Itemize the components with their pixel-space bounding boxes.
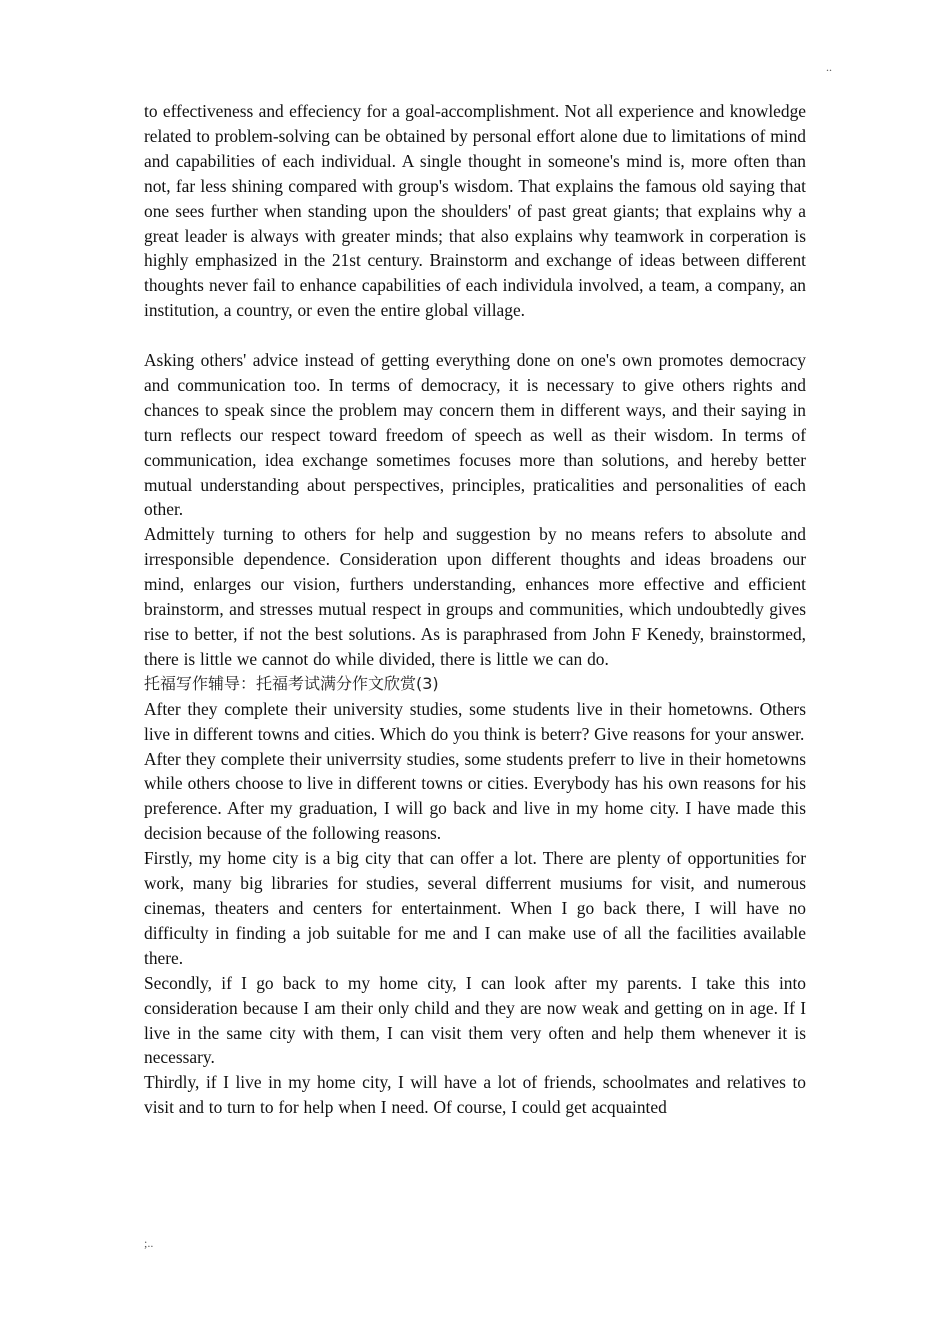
paragraph-gap [144,323,806,348]
paragraph-teamwork: to effectiveness and effeciency for a goal-accomplishment. Not all experience and knowledge related to problem-solving can be obtained by personal effort alone due to limitations of mind and capabilities of each individual. A single thought in someone's mind is, more often than not, far less shining compared with group's wisdom. That explains the famous old saying that one sees further when standing upon the shoulders' of past great giants; that explains why a great leader is always with greater minds; that also explains why teamwork in corperation is highly emphasized in the 21st century. Brainstorm and exchange of ideas between different thoughts never fail to enhance capabilities of each individula involved, a team, a company, an institution, a country, or even the entire global village. [144,101,806,321]
paragraph-firstly: Firstly, my home city is a big city that can offer a lot. There are plenty of opportunities for work, many big libraries for studies, several differrent musiums for visit, and numerous cinemas, theaters and centers for entertainment. When I go back there, I will have no difficulty in finding a job suitable for me and I can make use of all the facilities available there. [144,848,806,968]
essay-prompt: After they complete their university studies, some students live in their hometowns. Others live in different towns and cities. Which do you think is beterr? Give reasons for your answer. [144,698,806,744]
paragraph-secondly: Secondly, if I go back to my home city, I can look after my parents. I take this into consideration because I am their only child and they are now weak and getting on in age. If I live in the same city with them, I can visit them very often and help them whenever it is necessary. [144,972,806,1068]
document-body [144,99,806,1120]
paragraph-intro: After they complete their univerrsity studies, some students preferr to live in their hometowns while others choose to live in different towns or cities. Everybody has his own reasons for his preference. After my graduation, I will go back and live in my home city. I have made this decision because of the following reasons. [144,748,806,844]
page-header-mark: .. [826,60,832,74]
essay-heading: 托福写作辅导：托福考试满分作文欣赏(3) [144,673,439,693]
paragraph-democracy: Asking others' advice instead of getting everything done on one's own promotes democracy and communication too. In terms of democracy, it is necessary to give others rights and chances to speak since the problem may concern them in different ways, and their saying in turn reflects our respect toward freedom of speech as well as their wisdom. In terms of communication, idea exchange sometimes focuses more than solutions, and hereby better mutual understanding about perspectives, principles, praticalities and personalities of each other. [144,350,806,520]
page-footer-mark: ;.. [144,1236,154,1250]
paragraph-conclusion: Admittely turning to others for help and suggestion by no means refers to absolute and irresponsible dependence. Consideration upon different thoughts and ideas broadens our mind, enlarges our vision, furthers understanding, enhances more effective and efficient brainstorm, and stresses mutual respect in groups and communities, which undoubtedly gives rise to better, if not the best solutions. As is paraphrased from John F Kenedy, brainstormed, there is little we cannot do while divided, there is little we can do. [144,524,806,669]
paragraph-thirdly: Thirdly, if I live in my home city, I will have a lot of friends, schoolmates and relatives to visit and to turn to for help when I need. Of course, I could get acquainted [144,1072,806,1118]
